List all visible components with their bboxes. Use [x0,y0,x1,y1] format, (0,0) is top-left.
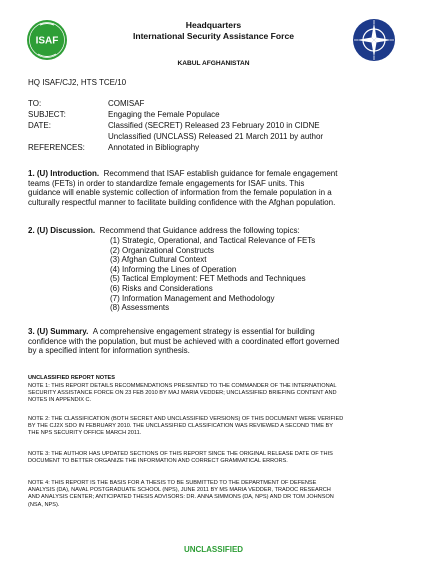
topic-item: (5) Tactical Employment: FET Methods and Techniques [110,274,306,284]
topic-item: (3) Afghan Cultural Context [110,255,207,265]
memo-to-label: TO: [28,99,42,108]
note-line: NOTE 1: THIS REPORT DETAILS RECOMMENDATIONS PRESENTED TO THE COMMANDER OF THE INTERNATIONAL [28,383,337,389]
introduction-line: Recommend that ISAF establish guidance for female engagement [103,169,338,178]
memo-references-value: Annotated in Bibliography [108,143,200,152]
topic-item: (2) Organizational Constructs [110,245,215,255]
note-line: (NSA, NPS). [28,501,60,508]
note-3 [28,451,404,465]
note-4 [28,480,404,509]
summary-line: A comprehensive engagement strategy is essential for building [92,327,315,336]
topic-list [110,236,315,313]
memo-date-value-unclassified: Unclassified (UNCLASS) Released 21 March 2011 by author [108,132,324,141]
note-line: AND ANALYSIS CENTER; ANTICIPATED THESIS ADVISORS: DR. ANNA SIMMONS (DA, NPS) AND DR TOM JOHNSON [28,494,334,501]
discussion-text: Recommend that Guidance address the following topics: [99,226,300,235]
note-1 [28,383,404,405]
memo-date-label: DATE: [28,121,51,130]
topic-item: (7) Information Management and Methodology [110,293,275,303]
header-organization: International Security Assistance Force [132,31,295,41]
note-line: NOTES IN APPENDIX C. [28,397,92,404]
note-line: NOTE 3: THE AUTHOR HAS UPDATED SECTIONS OF THIS REPORT SINCE THE ORIGINAL RELEASE DATE OF THIS [28,451,333,457]
memo-subject-label: SUBJECT: [28,110,66,119]
discussion-heading: 2. (U) Discussion. [28,226,96,235]
paragraph-discussion [28,226,400,236]
note-line: THE NPS SECURITY OFFICE MARCH 2011. [28,430,142,437]
header-location: KABUL AFGHANISTAN [177,60,250,67]
paragraph-introduction [28,169,400,207]
introduction-heading: 1. (U) Introduction. [28,169,100,178]
paragraph-summary [28,327,400,356]
topic-item: (4) Informing the Lines of Operation [110,264,237,274]
note-line: ANALYSIS (DA), NAVAL POSTGRADUATE SCHOOL (NPS), JUNE 2011 BY MS MARIA VEDDER, TRADOC RESEARCH [28,487,331,494]
classification-footer: UNCLASSIFIED [183,545,244,554]
topic-item: (6) Risks and Considerations [110,283,213,293]
memo-references-label: REFERENCES: [28,143,85,152]
note-line: SECURITY ASSISTANCE FORCE ON 23 FEB 2010 BY MAJ MARIA VEDDER; UNCLASSIFIED BRIEFING CONTENT AND [28,390,337,397]
introduction-line: guidance will enable systemic collection of information from the female population in a [28,188,332,198]
note-line: BY THE CJ2X SDO IN FEBRUARY 2010. THE UNCLASSIFIED CLASSIFICATION WAS REVIEWED A SECOND TIME BY [28,423,333,430]
note-line: NOTE 2: THE CLASSIFICATION (BOTH SECRET AND UNCLASSIFIED VERSIONS) OF THIS DOCUMENT WERE VERIFIED [28,416,344,422]
summary-line: confidence with the population, but must be achieved with a coordinated effort governed [28,336,340,346]
topic-item: (8) Assessments [110,303,170,313]
summary-heading: 3. (U) Summary. [28,327,89,336]
note-2 [28,416,404,438]
notes-title: UNCLASSIFIED REPORT NOTES [28,375,116,381]
introduction-line: teams (FETs) in order to standardize female engagements for ISAF units. This [28,178,305,188]
header-title: Headquarters [185,20,242,30]
summary-line: by a specified intent for information synthesis. [28,346,190,356]
memo-subject-value: Engaging the Female Populace [108,110,220,119]
note-line: NOTE 4: THIS REPORT IS THE BASIS FOR A THESIS TO BE SUBMITTED TO THE DEPARTMENT OF DEFENSE [28,480,317,486]
isaf-logo-text: ISAF [35,35,59,47]
note-line: DOCUMENT TO BETTER ORGANIZE THE INFORMATION AND CORRECT GRAMMATICAL ERRORS. [28,458,288,465]
document-reference: HQ ISAF/CJ2, HTS TCE/10 [28,78,127,87]
memo-date-value-classified: Classified (SECRET) Released 23 February 2010 in CIDNE [108,121,320,130]
memo-to-value: COMISAF [108,99,145,108]
introduction-line: culturally respectful manner to facilitate building confidence with the Afghan population. [28,197,336,207]
topic-item: (1) Strategic, Operational, and Tactical Relevance of FETs [110,236,316,245]
